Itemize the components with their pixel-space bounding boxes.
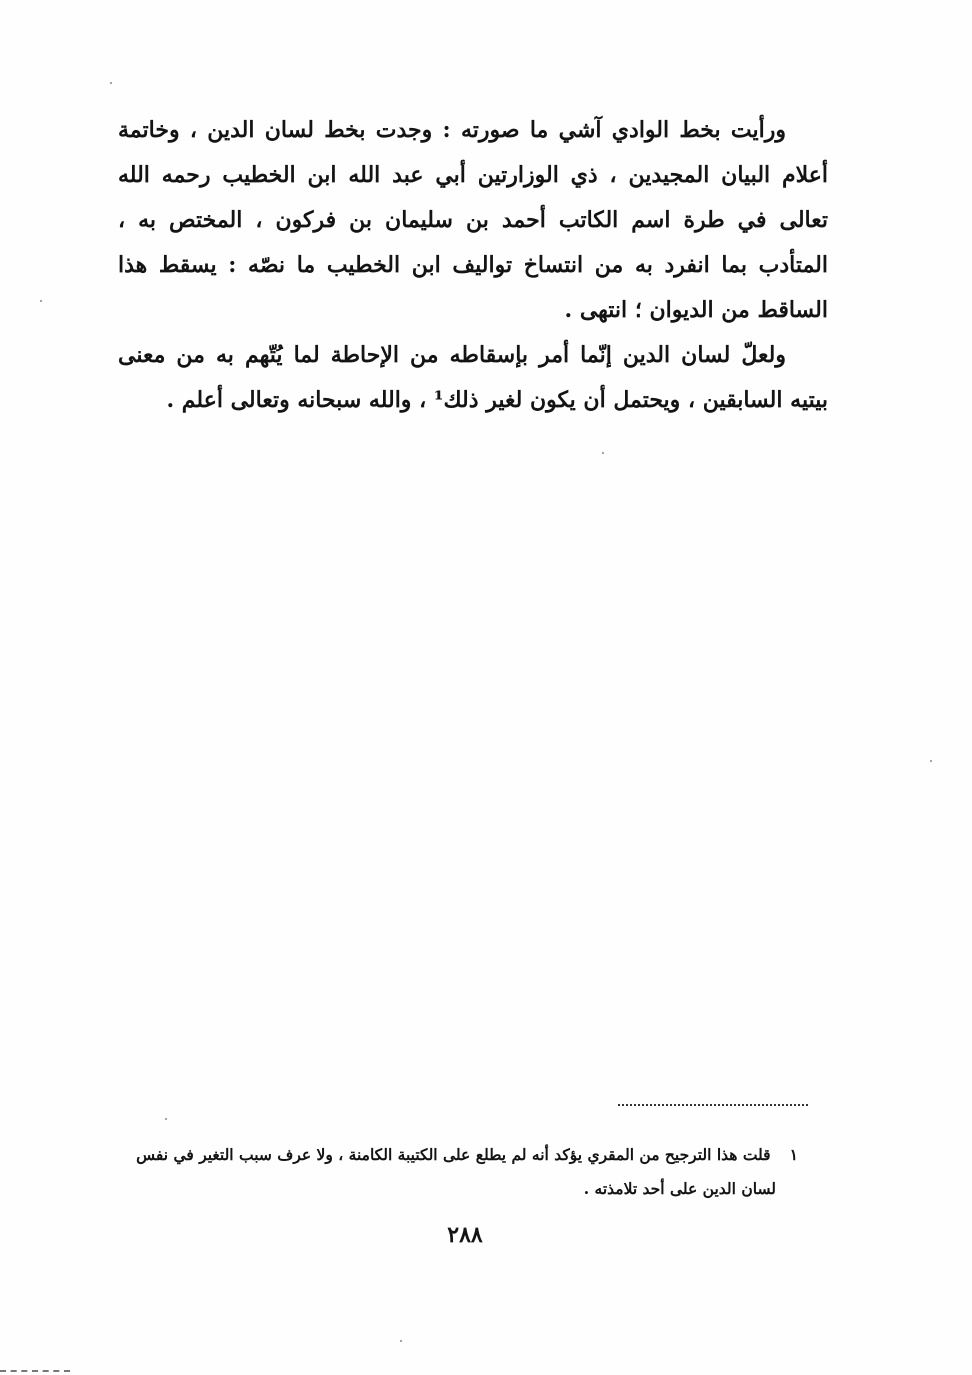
page-number: ٢٨٨: [447, 1222, 483, 1248]
scan-speck: [602, 452, 604, 454]
footnote-line-1: [108, 1138, 798, 1172]
footnote-separator: [618, 1104, 808, 1106]
scan-speck: [165, 1118, 167, 1120]
footnote-text-line-1: قلت هذا الترجيح من المقري يؤكد أنه لم يطلع على الكتيبة الكامنة ، ولا عرف سبب التغير في نفس: [136, 1145, 771, 1164]
footnote-number: ١: [789, 1145, 798, 1164]
scan-speck: [40, 300, 42, 302]
paragraph-2: ولعلّ لسان الدين إنّما أمر بإسقاطه من الإحاطة لما يُتّهم به من معنى بيتيه السابقين ، ويحتمل أن يكون لغير ذلك¹ ، والله سبحانه وتعالى أعلم .: [118, 342, 828, 413]
scan-speck: [400, 1340, 402, 1342]
main-text-block: [118, 108, 828, 423]
footnote-line-2: لسان الدين على أحد تلامذته .: [583, 1179, 776, 1198]
scan-speck: [110, 82, 112, 84]
scan-speck: [930, 760, 932, 762]
footnote: [108, 1138, 798, 1206]
scan-edge-mark: [0, 1370, 70, 1372]
paragraph-1: ورأيت بخط الوادي آشي ما صورته : وجدت بخط لسان الدين ، وخاتمة أعلام البيان المجيدين ، ذي الوزارتين أبي عبد الله ابن الخطيب رحمه الله تعالى في طرة اسم الكاتب أحمد بن سليمان بن فركون ، المختص به ، المتأدب بما انفرد به من انتساخ تواليف ابن الخطيب ما نصّه : يسقط هذا الساقط من الديوان ؛ انتهى .: [118, 117, 828, 323]
